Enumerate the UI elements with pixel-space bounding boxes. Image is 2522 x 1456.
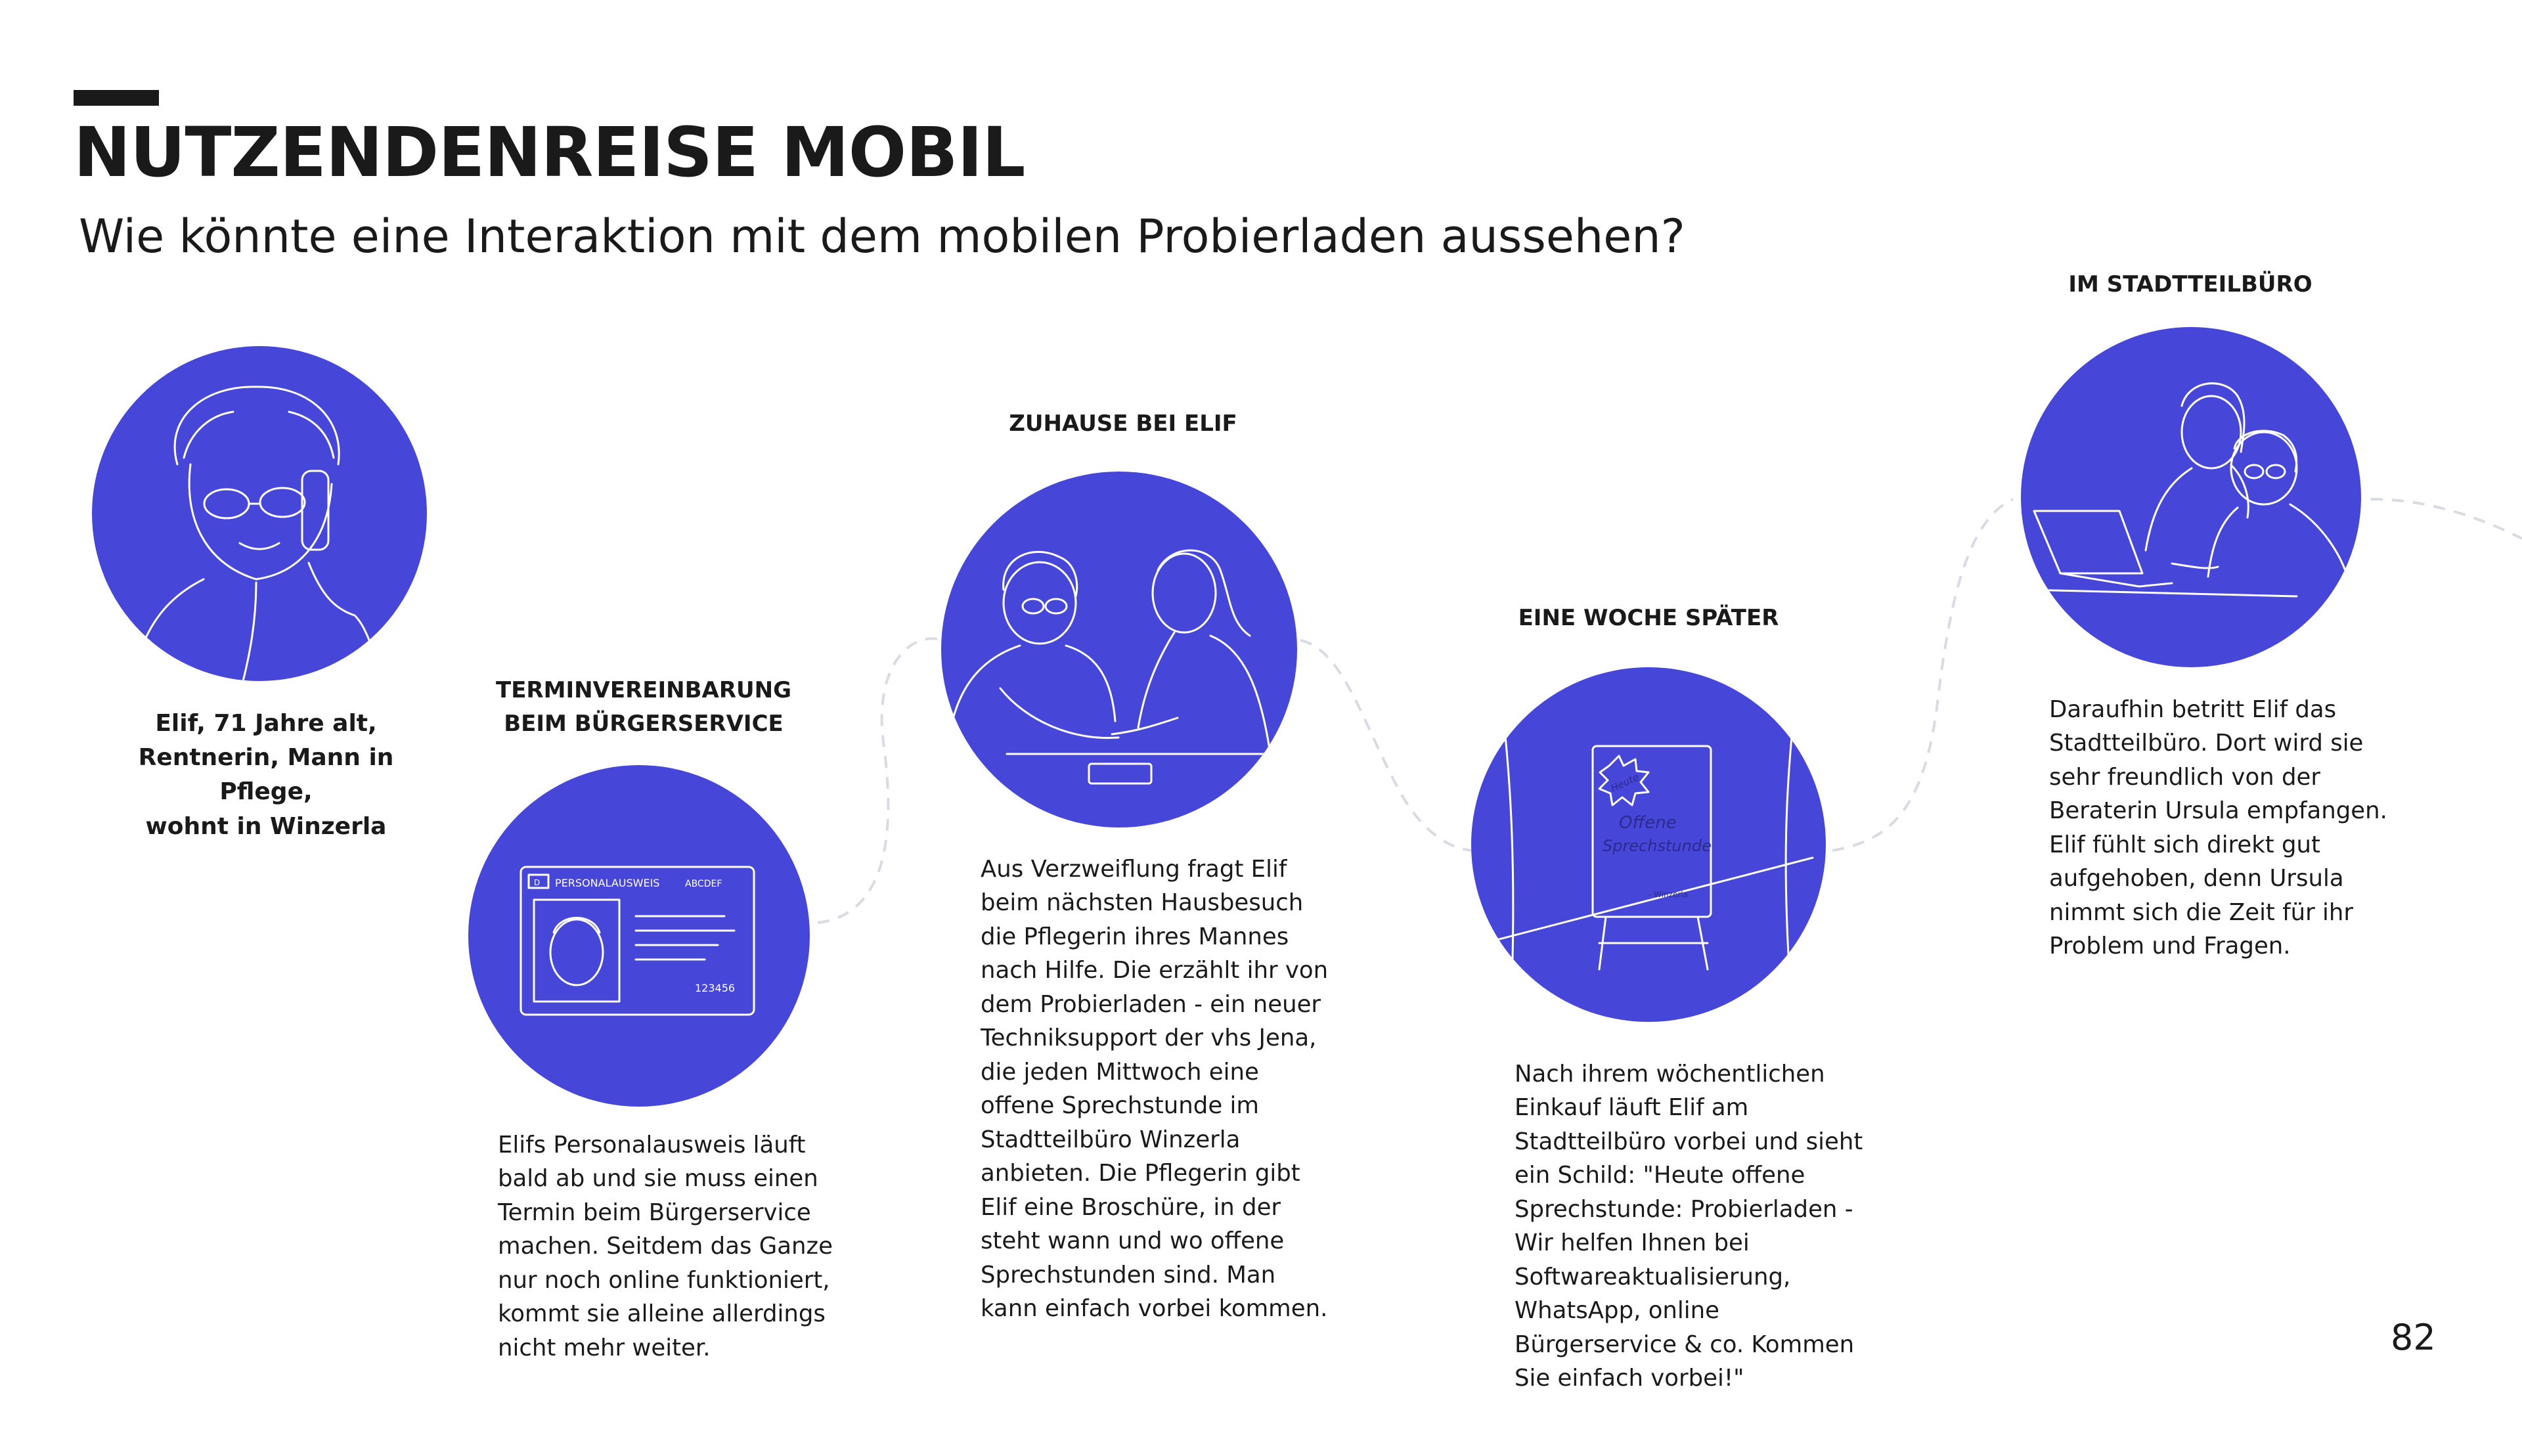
step-3-heading: EINE WOCHE SPÄTER <box>1518 605 1779 631</box>
page-title: NUTZENDENREISE MOBIL <box>74 112 1025 192</box>
advisor-helping-at-laptop-icon <box>2021 327 2361 667</box>
id-card-number: 123456 <box>695 982 736 994</box>
step-1-circle <box>468 765 810 1107</box>
id-card-label: PERSONALAUSWEIS <box>555 877 660 889</box>
step-4-heading: IM STADTTEILBÜRO <box>2068 271 2312 298</box>
step-4-text: Daraufhin betritt Elif das Stadtteilbüro. Dort wird sie sehr freundlich von der Beraterin Ursula empfangen. Elif fühlt sich direkt gut aufgehoben, denn Ursula nimmt sich die Zeit für ihr Problem und Fragen. <box>2049 696 2387 960</box>
sign-burst-text: Heute <box>1608 771 1641 795</box>
page-number: 82 <box>2391 1317 2436 1358</box>
sign-footer: - Winzerla <box>1648 890 1688 899</box>
id-card-code: ABCDEF <box>685 879 722 889</box>
step-3-text: Nach ihrem wöchentlichen Einkauf läuft Elif am Stadtteilbüro vorbei und sieht ein Schild: "Heute offene Sprechstunde: Probierladen - Wir helfen Ihnen bei Softwareaktualisierung, WhatsApp, online Bürgerservice & co. Kommen Sie einfach vorbei!" <box>1515 1061 1863 1392</box>
sidewalk-sign-icon <box>1471 667 1826 1022</box>
sign-line-2: Sprechstunde <box>1603 837 1712 855</box>
id-card-icon <box>468 765 810 1107</box>
elderly-woman-on-phone-icon <box>92 346 427 681</box>
step-2-heading: ZUHAUSE BEI ELIF <box>1009 410 1237 437</box>
page-subtitle: Wie könnte eine Interaktion mit dem mobilen Probierladen aussehen? <box>79 210 1685 263</box>
step-1-heading: TERMINVEREINBARUNG BEIM BÜRGERSERVICE <box>496 677 791 737</box>
step-2-circle <box>941 472 1297 827</box>
persona-circle <box>92 346 427 681</box>
sign-line-1: Offene <box>1619 813 1677 833</box>
step-2-text: Aus Verzweiflung fragt Elif beim nächsten Hausbesuch die Pflegerin ihres Mannes nach Hilfe. Die erzählt ihr von dem Probierladen - ein neuer Techniksupport der vhs Jena, die jeden Mittwoch eine offene Sprechstunde im Stadtteilbüro Winzerla anbieten. Die Pflegerin gibt Elif eine Broschüre, in der steht wann und wo offene Sprechstunden sind. Man kann einfach vorbei kommen. <box>981 856 1329 1323</box>
persona-description: Elif, 71 Jahre alt, Rentnerin, Mann in Pflege, wohnt in Winzerla <box>138 710 394 840</box>
step-1-text: Elifs Personalausweis läuft bald ab und sie muss einen Termin beim Bürgerservice machen. Seitdem das Ganze nur noch online funktioniert, kommt sie alleine allerdings nicht mehr weiter. <box>498 1132 833 1361</box>
step-3-circle <box>1471 667 1826 1022</box>
id-card-flag: D <box>534 878 541 887</box>
step-4-circle <box>2021 327 2361 667</box>
two-women-at-table-icon <box>941 472 1297 827</box>
